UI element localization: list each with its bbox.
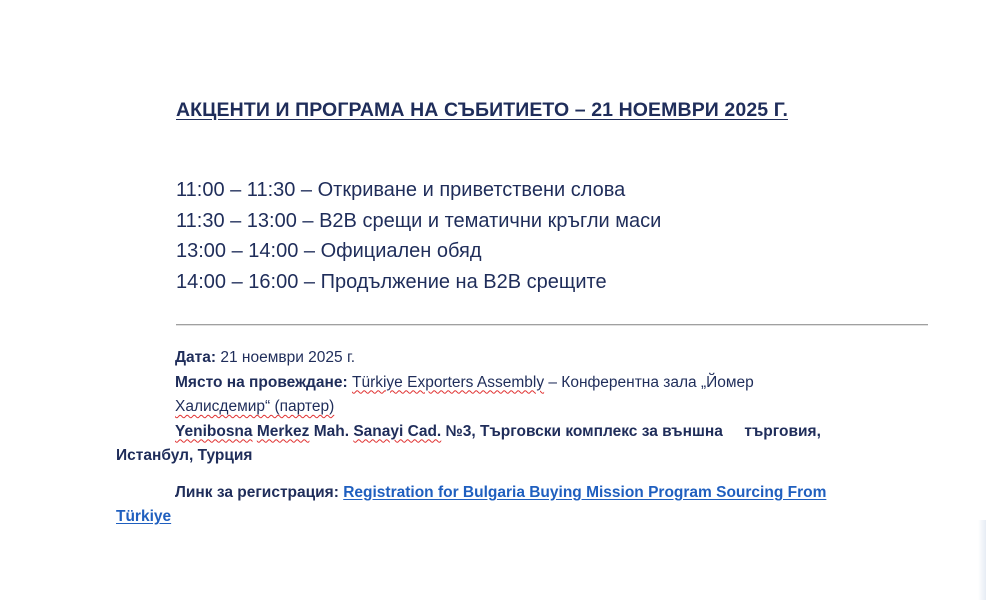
paragraph-gap (116, 469, 856, 481)
address-line (116, 420, 856, 445)
registration-line-continued (116, 505, 856, 530)
registration-line (116, 481, 856, 506)
venue-line-continued (116, 395, 856, 420)
address-rest: №3, Търговски комплекс за външна търговия, (441, 422, 821, 440)
address-word: Merkez (256, 422, 310, 440)
date-label: Дата: (175, 349, 217, 366)
address-word: Mah. (313, 422, 350, 440)
venue-line (116, 371, 856, 396)
date-line (116, 346, 856, 371)
registration-link[interactable]: Registration for Bulgaria Buying Mission Program Sourcing From (343, 483, 827, 501)
address-word: Sanayi Cad. (353, 422, 442, 440)
venue-hall: – Конферентна зала „Йомер (544, 373, 754, 391)
agenda-item: 14:00 – 16:00 – Продължение на B2B срещите (176, 270, 607, 293)
registration-label: Линк за регистрация: (175, 483, 339, 501)
horizontal-divider (176, 324, 928, 326)
address-city-line: Истанбул, Турция (116, 447, 253, 464)
venue-organization: Türkiye Exporters Assembly (351, 373, 545, 391)
address-word: Yenibosna (175, 422, 253, 440)
event-details (116, 346, 856, 530)
agenda-item: 11:30 – 13:00 – B2B срещи и тематични кръгли маси (176, 209, 662, 232)
page-edge-shadow (978, 520, 986, 600)
event-program-heading: АКЦЕНТИ И ПРОГРАМА НА СЪБИТИЕТО – 21 НОЕМВРИ 2025 Г. (176, 99, 788, 121)
agenda-list (176, 175, 661, 297)
date-value: 21 ноември 2025 г. (216, 349, 356, 366)
agenda-item: 11:00 – 11:30 – Откриване и приветствени слова (176, 179, 626, 201)
registration-link-continued[interactable]: Türkiye (116, 508, 172, 525)
venue-label: Място на провеждане: (175, 373, 348, 391)
agenda-item: 13:00 – 14:00 – Официален обяд (176, 240, 482, 262)
venue-hall-name: Халисдемир“ (партер) (175, 398, 335, 415)
